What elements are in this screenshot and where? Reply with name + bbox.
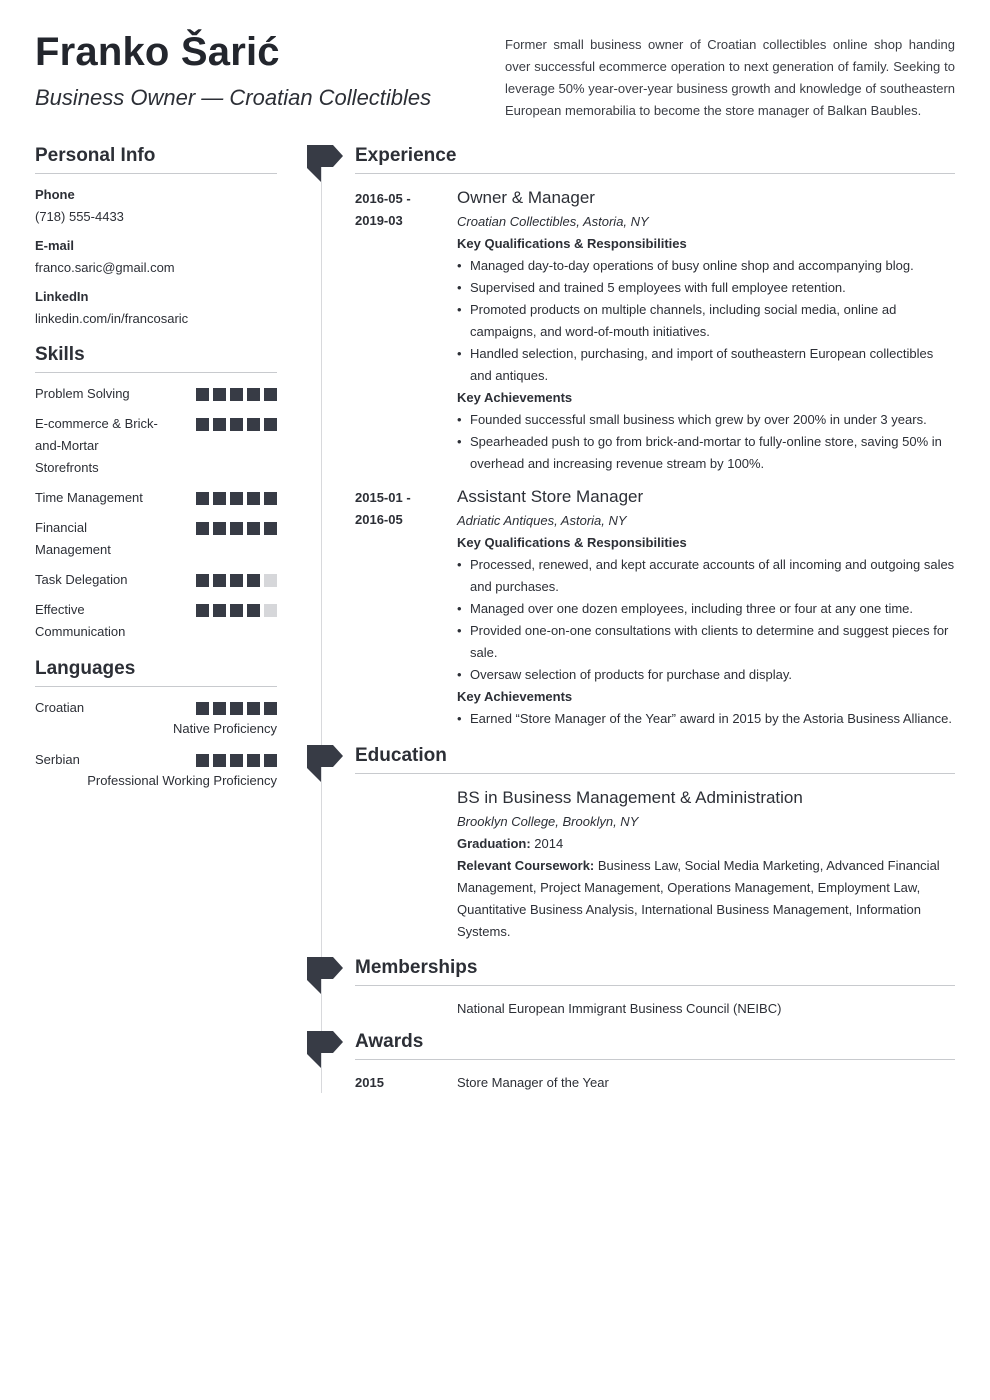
list-item: • Oversaw selection of products for purchase and display. <box>457 664 955 686</box>
language-row <box>35 697 277 739</box>
awards-title: Awards <box>355 1031 955 1060</box>
rating-square-icon <box>196 574 209 587</box>
rating-square-icon <box>230 418 243 431</box>
rating-square-icon <box>196 418 209 431</box>
memberships-section <box>355 957 955 1020</box>
membership-entry <box>355 998 955 1020</box>
language-name: Serbian <box>35 752 80 767</box>
rating-square-icon <box>213 574 226 587</box>
school-name: Brooklyn College, Brooklyn, NY <box>457 814 639 829</box>
skill-row <box>35 383 277 405</box>
awards-flag-icon <box>307 1031 343 1068</box>
list-item: • Provided one-on-one consultations with clients to determine and suggest pieces for sale. <box>457 620 955 664</box>
job-entry <box>355 186 955 475</box>
graduation-year: 2014 <box>534 836 564 851</box>
rating-square-icon <box>247 522 260 535</box>
membership-item: National European Immigrant Business Council (NEIBC) <box>457 1001 782 1016</box>
list-item: • Spearheaded push to go from brick-and-mortar to fully-online store, saving 50% in overhead and increasing revenue stream by 100%. <box>457 431 955 475</box>
candidate-name: Franko Šarić <box>35 30 280 74</box>
list-item: • Processed, renewed, and kept accurate accounts of all incoming and outgoing sales and purchases. <box>457 554 955 598</box>
linkedin-value: linkedin.com/in/francosaric <box>35 311 189 326</box>
rating-square-icon <box>230 388 243 401</box>
rating-square-icon <box>247 388 260 401</box>
skill-row <box>35 487 277 509</box>
summary: Former small business owner of Croatian collectibles online shop handing over successful ecommerce operation to next generation of family. Seeking to leverage 50% year-over-year business growth and knowledge of southeastern European memorabilia to become the store manager of Balkan Baubles. <box>505 37 955 118</box>
education-entry <box>355 786 955 943</box>
rating-square-icon <box>230 492 243 505</box>
rating-square-icon <box>213 492 226 505</box>
rating-square-icon <box>247 574 260 587</box>
list-item: • Promoted products on multiple channels, including social media, online ad campaigns, and word-of-mouth initiatives. <box>457 299 955 343</box>
languages-list <box>35 697 277 791</box>
award-name: Store Manager of the Year <box>457 1075 609 1090</box>
rating-square-icon <box>247 604 260 617</box>
skill-rating <box>196 522 277 535</box>
qualifications-heading: Key Qualifications & Responsibilities <box>457 236 687 251</box>
rating-square-icon <box>230 702 243 715</box>
rating-square-icon <box>230 754 243 767</box>
skill-row <box>35 569 277 591</box>
language-rating <box>196 702 277 715</box>
skill-rating <box>196 604 277 617</box>
email-label: E-mail <box>35 238 75 253</box>
education-section <box>355 745 955 943</box>
memberships-title: Memberships <box>355 957 955 986</box>
rating-square-icon <box>230 522 243 535</box>
coursework-label: Relevant Coursework: <box>457 858 595 873</box>
rating-square-icon <box>196 604 209 617</box>
rating-square-icon <box>264 418 277 431</box>
rating-square-icon <box>230 604 243 617</box>
job-title: Owner & Manager <box>457 188 595 207</box>
rating-square-icon <box>264 388 277 401</box>
job-title: Assistant Store Manager <box>457 487 644 506</box>
language-proficiency: Native Proficiency <box>172 721 277 736</box>
skill-name: Effective Communication <box>35 602 126 639</box>
skills-title: Skills <box>35 344 277 373</box>
rating-square-icon <box>213 754 226 767</box>
rating-square-icon <box>196 702 209 715</box>
rating-square-icon <box>247 754 260 767</box>
language-name: Croatian <box>35 700 85 715</box>
education-flag-icon <box>307 745 343 782</box>
rating-square-icon <box>196 388 209 401</box>
rating-square-icon <box>196 522 209 535</box>
skill-row <box>35 599 277 643</box>
timeline-line <box>321 160 322 1093</box>
left-column <box>35 145 277 791</box>
job-company: Adriatic Antiques, Astoria, NY <box>457 513 627 528</box>
job-entry <box>355 485 955 730</box>
achievements-heading: Key Achievements <box>457 689 573 704</box>
achievements-list <box>457 708 955 730</box>
list-item: • Managed over one dozen employees, including three or four at any one time. <box>457 598 955 620</box>
job-date: 2016-05 - 2019-03 <box>355 191 411 228</box>
experience-title: Experience <box>355 145 955 174</box>
responsibilities-list <box>457 554 955 686</box>
linkedin-label: LinkedIn <box>35 289 89 304</box>
list-item: • Managed day-to-day operations of busy online shop and accompanying blog. <box>457 255 955 277</box>
personal-info-title: Personal Info <box>35 145 277 174</box>
phone-value: (718) 555-4433 <box>35 209 124 224</box>
rating-square-icon <box>264 492 277 505</box>
skill-row <box>35 413 277 479</box>
skill-rating <box>196 574 277 587</box>
coursework-line <box>457 855 955 943</box>
rating-square-icon <box>264 604 277 617</box>
rating-square-icon <box>264 522 277 535</box>
degree-title: BS in Business Management & Administration <box>457 788 803 807</box>
rating-square-icon <box>247 418 260 431</box>
rating-square-icon <box>230 574 243 587</box>
skills-list <box>35 383 277 643</box>
skill-name: Problem Solving <box>35 386 130 401</box>
awards-section <box>355 1031 955 1094</box>
languages-title: Languages <box>35 658 277 687</box>
language-row <box>35 749 277 791</box>
skill-rating <box>196 418 277 431</box>
rating-square-icon <box>213 702 226 715</box>
skill-rating <box>196 492 277 505</box>
award-year: 2015 <box>355 1075 384 1090</box>
coursework-value: Business Law, Social Media Marketing, Advanced Financial Management, Project Management, Operations Management, Employment Law, Quantitative Business Analysis, International Business Management, Information Systems. <box>457 858 940 939</box>
rating-square-icon <box>213 522 226 535</box>
list-item: • Founded successful small business which grew by over 200% in under 3 years. <box>457 409 955 431</box>
skill-rating <box>196 388 277 401</box>
achievements-list <box>457 409 955 475</box>
rating-square-icon <box>247 702 260 715</box>
rating-square-icon <box>247 492 260 505</box>
skill-name: Financial Management <box>35 520 111 557</box>
rating-square-icon <box>213 388 226 401</box>
language-rating <box>196 754 277 767</box>
rating-square-icon <box>213 418 226 431</box>
education-title: Education <box>355 745 955 774</box>
responsibilities-list <box>457 255 955 387</box>
language-proficiency: Professional Working Proficiency <box>87 773 277 788</box>
experience-flag-icon <box>307 145 343 182</box>
skill-name: Task Delegation <box>35 572 128 587</box>
experience-section <box>355 145 955 730</box>
memberships-flag-icon <box>307 957 343 994</box>
skill-row <box>35 517 277 561</box>
skill-name: E-commerce & Brick-and-Mortar Storefronts <box>35 416 158 475</box>
job-company: Croatian Collectibles, Astoria, NY <box>457 214 649 229</box>
rating-square-icon <box>264 754 277 767</box>
list-item: • Earned “Store Manager of the Year” award in 2015 by the Astoria Business Alliance. <box>457 708 955 730</box>
skill-name: Time Management <box>35 490 143 505</box>
list-item: • Handled selection, purchasing, and import of southeastern European collectibles and antiques. <box>457 343 955 387</box>
qualifications-heading: Key Qualifications & Responsibilities <box>457 535 687 550</box>
job-date: 2015-01 - 2016-05 <box>355 490 411 527</box>
candidate-title: Business Owner — Croatian Collectibles <box>35 85 432 110</box>
award-entry <box>355 1072 955 1094</box>
phone-label: Phone <box>35 187 75 202</box>
rating-square-icon <box>213 604 226 617</box>
rating-square-icon <box>264 702 277 715</box>
achievements-heading: Key Achievements <box>457 390 573 405</box>
email-value: franco.saric@gmail.com <box>35 260 175 275</box>
graduation-label: Graduation: <box>457 836 531 851</box>
rating-square-icon <box>264 574 277 587</box>
rating-square-icon <box>196 754 209 767</box>
graduation-line <box>457 833 955 855</box>
rating-square-icon <box>196 492 209 505</box>
list-item: • Supervised and trained 5 employees with full employee retention. <box>457 277 955 299</box>
